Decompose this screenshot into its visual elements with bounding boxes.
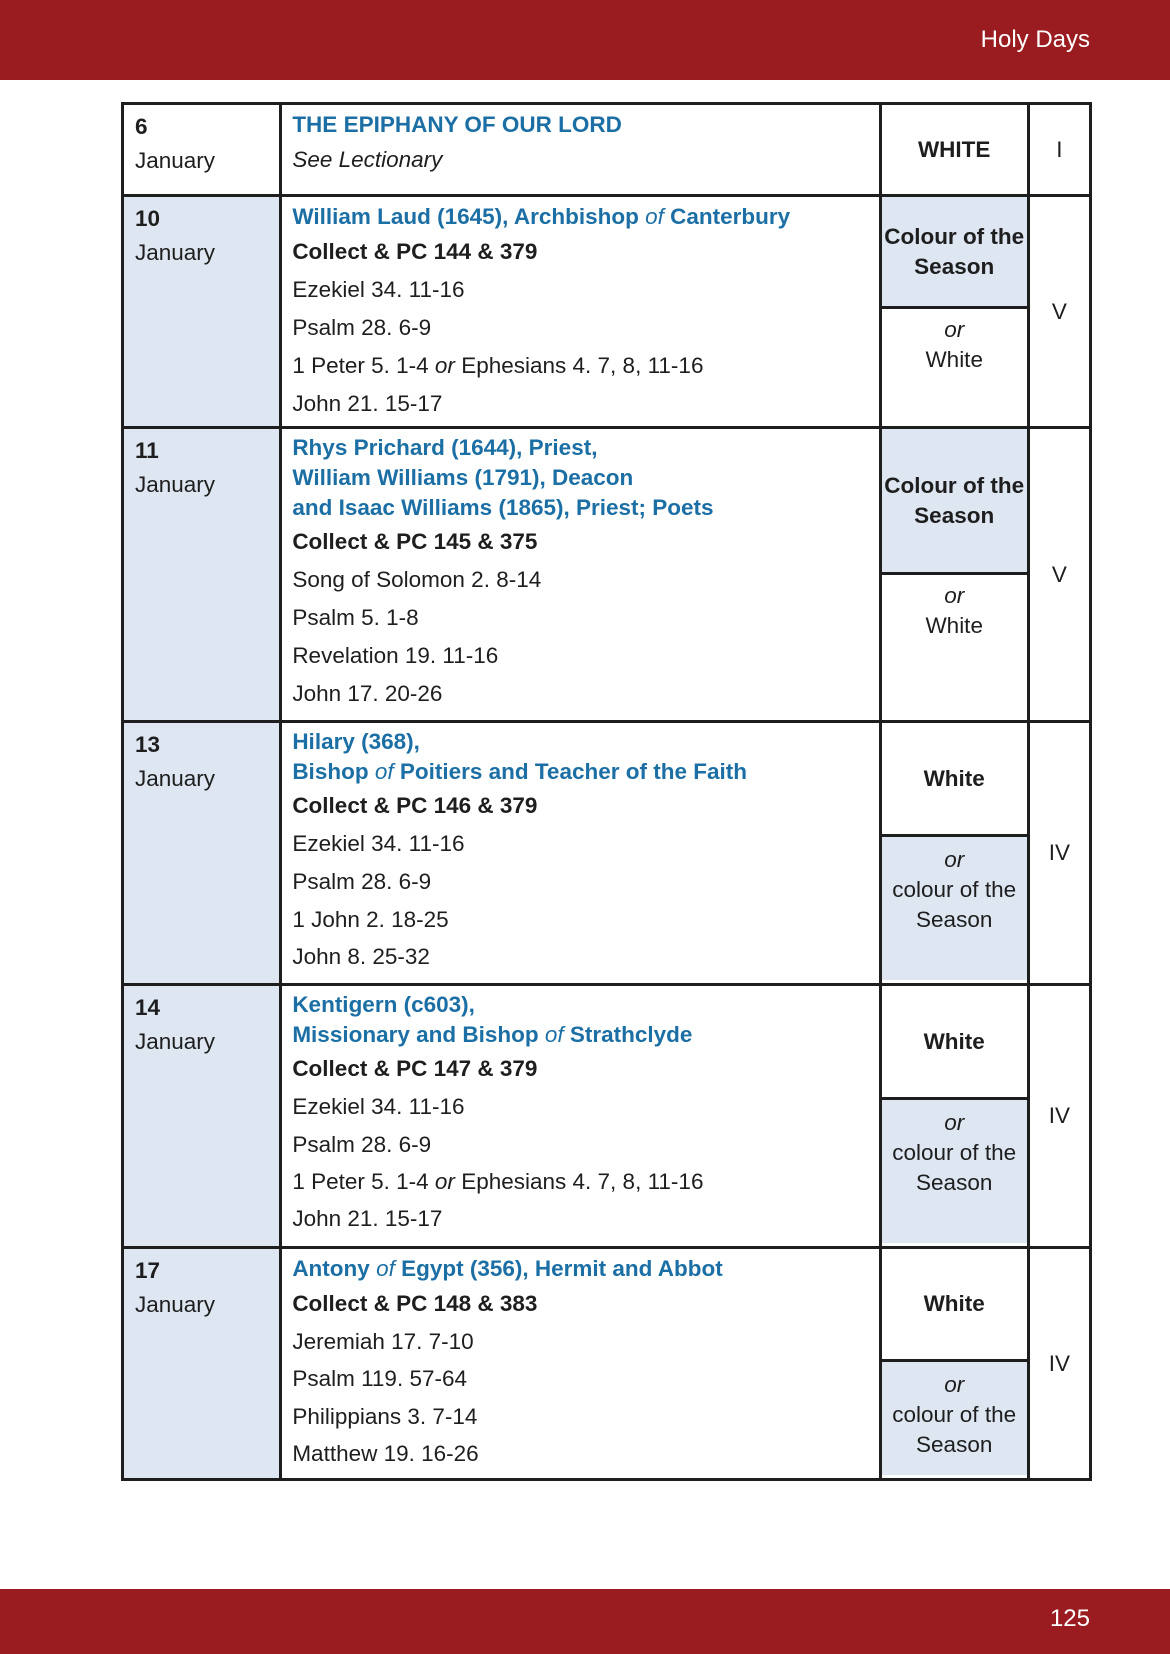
collect-reference: Collect & PC 144 & 379 <box>292 239 538 264</box>
reading: John 21. 15-17 <box>292 391 443 416</box>
reading: John 17. 20-26 <box>292 681 443 706</box>
observance-title: Hilary (368), <box>292 729 420 754</box>
day-number: 6 <box>135 114 148 139</box>
observance-title: Missionary and Bishop of Strathclyde <box>292 1022 693 1047</box>
reading: John 8. 25-32 <box>292 944 430 969</box>
date-cell <box>123 985 281 1248</box>
observance-title: Bishop of Poitiers and Teacher of the Faith <box>292 759 747 784</box>
day-number: 13 <box>135 732 161 757</box>
collect-reference: Collect & PC 145 & 375 <box>292 529 538 554</box>
reading: Psalm 28. 6-9 <box>292 1132 432 1157</box>
rank-numeral: IV <box>1028 722 1090 985</box>
observance-cell <box>281 722 880 985</box>
day-number: 14 <box>135 995 161 1020</box>
reading: Matthew 19. 16-26 <box>292 1441 479 1466</box>
colour-alternative: or White <box>882 306 1027 423</box>
date-cell <box>123 722 281 985</box>
reading: 1 Peter 5. 1-4 or Ephesians 4. 7, 8, 11-16 <box>292 1169 704 1194</box>
observance-title: William Williams (1791), Deacon <box>292 465 634 490</box>
date-cell <box>123 428 281 722</box>
date-cell <box>123 104 281 196</box>
colour-primary: Colour of the Season <box>882 429 1027 572</box>
colour-cell <box>880 1248 1028 1480</box>
rank-numeral: V <box>1028 428 1090 722</box>
table-row <box>123 428 1091 722</box>
table-row <box>123 1248 1091 1480</box>
date-cell <box>123 196 281 428</box>
day-number: 11 <box>135 438 159 463</box>
colour-primary: Colour of the Season <box>882 197 1027 306</box>
reading: Ezekiel 34. 11-16 <box>292 1094 465 1119</box>
observance-title: THE EPIPHANY OF OUR LORD <box>292 112 622 137</box>
observance-title: Antony of Egypt (356), Hermit and Abbot <box>292 1256 723 1281</box>
table-row <box>123 722 1091 985</box>
liturgical-colour: WHITE <box>880 104 1028 196</box>
observance-title: Kentigern (c603), <box>292 992 475 1017</box>
month-label: January <box>135 472 216 497</box>
page-number: 125 <box>1049 1605 1090 1632</box>
reading: Jeremiah 17. 7-10 <box>292 1329 474 1354</box>
month-label: January <box>135 148 216 173</box>
month-label: January <box>135 1292 216 1317</box>
collect-reference: Collect & PC 148 & 383 <box>292 1291 538 1316</box>
observance-cell <box>281 428 880 722</box>
observance-cell <box>281 985 880 1248</box>
reading: Ezekiel 34. 11-16 <box>292 277 465 302</box>
reading: Psalm 119. 57-64 <box>292 1366 467 1391</box>
colour-primary: White <box>923 1028 985 1054</box>
collect-reference: Collect & PC 146 & 379 <box>292 793 538 818</box>
reading: 1 John 2. 18-25 <box>292 907 449 932</box>
day-number: 17 <box>135 1258 161 1283</box>
running-title: Holy Days <box>980 26 1090 53</box>
colour-alternative: or colour of the Season <box>882 1097 1027 1243</box>
header-bar <box>0 0 1170 80</box>
month-label: January <box>135 240 216 265</box>
observance-cell <box>281 104 880 196</box>
date-cell <box>123 1248 281 1480</box>
reading: Psalm 28. 6-9 <box>292 315 432 340</box>
rank-numeral: IV <box>1028 985 1090 1248</box>
observance-title: William Laud (1645), Archbishop of Canterbury <box>292 204 791 229</box>
rank-numeral: I <box>1028 104 1090 196</box>
reading: Ezekiel 34. 11-16 <box>292 831 465 856</box>
colour-cell <box>880 722 1028 985</box>
reading: 1 Peter 5. 1-4 or Ephesians 4. 7, 8, 11-16 <box>292 353 704 378</box>
reading: Song of Solomon 2. 8-14 <box>292 567 542 592</box>
lectionary-note: See Lectionary <box>292 147 443 172</box>
colour-primary: White <box>923 1291 985 1316</box>
colour-cell <box>880 985 1028 1248</box>
observance-title: Rhys Prichard (1644), Priest, <box>292 435 598 460</box>
colour-cell <box>880 196 1028 428</box>
month-label: January <box>135 766 216 791</box>
observance-title: and Isaac Williams (1865), Priest; Poets <box>292 495 714 520</box>
colour-alternative: or White <box>882 572 1027 717</box>
rank-numeral: IV <box>1028 1248 1090 1480</box>
table-row <box>123 104 1091 196</box>
observance-cell <box>281 196 880 428</box>
rank-numeral: V <box>1028 196 1090 428</box>
colour-primary: White <box>923 765 985 791</box>
collect-reference: Collect & PC 147 & 379 <box>292 1056 538 1081</box>
colour-alternative: or colour of the Season <box>882 1359 1027 1475</box>
table-row <box>123 196 1091 428</box>
colour-cell <box>880 428 1028 722</box>
colour-alternative: or colour of the Season <box>882 834 1027 980</box>
reading: John 21. 15-17 <box>292 1206 443 1231</box>
table-row <box>123 985 1091 1248</box>
observance-cell <box>281 1248 880 1480</box>
day-number: 10 <box>135 206 161 231</box>
reading: Psalm 28. 6-9 <box>292 869 432 894</box>
month-label: January <box>135 1029 216 1054</box>
holy-days-table <box>121 102 1092 1481</box>
reading: Revelation 19. 11-16 <box>292 643 499 668</box>
reading: Psalm 5. 1-8 <box>292 605 419 630</box>
reading: Philippians 3. 7-14 <box>292 1404 478 1429</box>
footer-bar <box>0 1589 1170 1654</box>
